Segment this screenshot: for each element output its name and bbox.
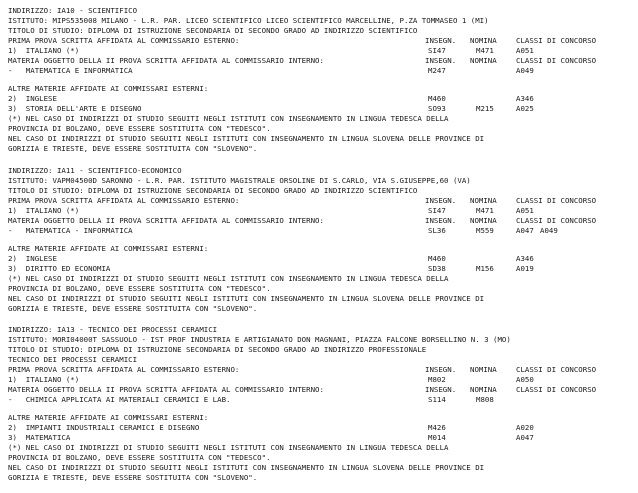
subject-label: 1) ITALIANO (*) [8,375,80,384]
footnote-line: PROVINCIA DI BOLZANO, DEVE ESSERE SOSTITUITA CON "TEDESCO". [8,453,271,462]
footnote-line: GORIZIA E TRIESTE, DEVE ESSERE SOSTITUITA CON "SLOVENO". [8,473,258,482]
altre-materie-label: ALTRE MATERIE AFFIDATE AI COMMISSARI ESTERNI: [8,84,209,93]
prima-prova-label: PRIMA PROVA SCRITTA AFFIDATA AL COMMISSARIO ESTERNO: [8,36,240,45]
classi-code: A020 [516,423,534,432]
footnote-line: GORIZIA E TRIESTE, DEVE ESSERE SOSTITUITA CON "SLOVENO". [8,304,258,313]
insegn-code: SI47 [428,46,446,55]
seconda-prova-label: MATERIA OGGETTO DELLA II PROVA SCRITTA AFFIDATA AL COMMISSARIO INTERNO: [8,56,324,65]
nomina-code: M559 [476,226,494,235]
titolo-line: TITOLO DI STUDIO: DIPLOMA DI ISTRUZIONE SECONDARIA DI SECONDO GRADO AD INDIRIZZO PROFESSIONALE [8,345,427,354]
classi-code: A050 [516,375,534,384]
insegn-header: INSEGN. [425,385,457,394]
nomina-header: NOMINA [470,56,497,65]
footnote-line: GORIZIA E TRIESTE, DEVE ESSERE SOSTITUITA CON "SLOVENO". [8,144,258,153]
istituto-line: ISTITUTO: MIPS535008 MILANO - L.R. PAR. LICEO SCIENTIFICO LICEO SCIENTIFICO MARCELLINE, P.ZA TOMMASEO 1 (MI) [8,16,489,25]
subject-label: - MATEMATICA E INFORMATICA [8,66,133,75]
footnote-line: (*) NEL CASO DI INDIRIZZI DI STUDIO SEGUITI NEGLI ISTITUTI CON INSEGNAMENTO IN LINGUA TEDESCA DELLA [8,443,449,452]
subject-label: - CHIMICA APPLICATA AI MATERIALI CERAMICI E LAB. [8,395,231,404]
classi-code: A025 [516,104,534,113]
titolo-line: TITOLO DI STUDIO: DIPLOMA DI ISTRUZIONE SECONDARIA DI SECONDO GRADO AD INDIRIZZO SCIENTIFICO [8,186,418,195]
footnote-line: (*) NEL CASO DI INDIRIZZI DI STUDIO SEGUITI NEGLI ISTITUTI CON INSEGNAMENTO IN LINGUA TEDESCA DELLA [8,274,449,283]
classi-code: A051 [516,206,534,215]
classi-header: CLASSI DI CONCORSO [516,365,597,374]
classi-code: A047 [516,433,534,442]
seconda-prova-label: MATERIA OGGETTO DELLA II PROVA SCRITTA AFFIDATA AL COMMISSARIO INTERNO: [8,385,324,394]
insegn-code: M247 [428,66,446,75]
classi-header: CLASSI DI CONCORSO [516,216,597,225]
subject-label: - MATEMATICA - INFORMATICA [8,226,133,235]
insegn-code: M802 [428,375,446,384]
subject-label: 2) INGLESE [8,94,57,103]
nomina-header: NOMINA [470,385,497,394]
nomina-header: NOMINA [470,36,497,45]
classi-code: A047 [516,226,534,235]
altre-materie-label: ALTRE MATERIE AFFIDATE AI COMMISSARI ESTERNI: [8,413,209,422]
insegn-header: INSEGN. [425,196,457,205]
nomina-code: M471 [476,206,494,215]
indirizzo-title: INDIRIZZO: IA10 - SCIENTIFICO [8,6,138,15]
insegn-code: M426 [428,423,446,432]
classi-code: A049 [516,66,534,75]
insegn-header: INSEGN. [425,216,457,225]
subject-label: 2) INGLESE [8,254,57,263]
insegn-code: S114 [428,395,446,404]
insegn-code: SD38 [428,264,446,273]
subject-label: 1) ITALIANO (*) [8,46,80,55]
nomina-header: NOMINA [470,365,497,374]
titolo-line: TITOLO DI STUDIO: DIPLOMA DI ISTRUZIONE SECONDARIA DI SECONDO GRADO AD INDIRIZZO SCIENTIFICO [8,26,418,35]
nomina-code: M471 [476,46,494,55]
subject-label: 2) IMPIANTI INDUSTRIALI CERAMICI E DISEGNO [8,423,200,432]
insegn-header: INSEGN. [425,56,457,65]
subject-label: 3) DIRITTO ED ECONOMIA [8,264,111,273]
subject-label: 3) MATEMATICA [8,433,71,442]
indirizzo-title: INDIRIZZO: IA13 - TECNICO DEI PROCESSI CERAMICI [8,325,218,334]
classi-header: CLASSI DI CONCORSO [516,385,597,394]
insegn-code: SO93 [428,104,446,113]
insegn-code: M014 [428,433,446,442]
prima-prova-label: PRIMA PROVA SCRITTA AFFIDATA AL COMMISSARIO ESTERNO: [8,196,240,205]
classi-code: A051 [516,46,534,55]
prima-prova-label: PRIMA PROVA SCRITTA AFFIDATA AL COMMISSARIO ESTERNO: [8,365,240,374]
istituto-line: ISTITUTO: MORI04000T SASSUOLO - IST PROF INDUSTRIA E ARTIGIANATO DON MAGNANI, PIAZZA FALCONE BORSELLINO N. 3 (MO) [8,335,511,344]
istituto-line: ISTITUTO: VAPM04500D SARONNO - L.R. PAR. ISTITUTO MAGISTRALE ORSOLINE DI S.CARLO, VIA S.GIUSEPPE,60 (VA) [8,176,471,185]
classi-code-extra: A049 [540,226,558,235]
insegn-code: SL36 [428,226,446,235]
insegn-header: INSEGN. [425,36,457,45]
classi-header: CLASSI DI CONCORSO [516,56,597,65]
footnote-line: NEL CASO DI INDIRIZZI DI STUDIO SEGUITI NEGLI ISTITUTI CON INSEGNAMENTO IN LINGUA SLOVENA DELLE PROVINCE DI [8,294,485,303]
seconda-prova-label: MATERIA OGGETTO DELLA II PROVA SCRITTA AFFIDATA AL COMMISSARIO INTERNO: [8,216,324,225]
classi-code: A346 [516,254,534,263]
insegn-code: M460 [428,254,446,263]
altre-materie-label: ALTRE MATERIE AFFIDATE AI COMMISSARI ESTERNI: [8,244,209,253]
footnote-line: NEL CASO DI INDIRIZZI DI STUDIO SEGUITI NEGLI ISTITUTI CON INSEGNAMENTO IN LINGUA SLOVENA DELLE PROVINCE DI [8,134,485,143]
classi-code: A019 [516,264,534,273]
footnote-line: PROVINCIA DI BOLZANO, DEVE ESSERE SOSTITUITA CON "TEDESCO". [8,124,271,133]
subject-label: 1) ITALIANO (*) [8,206,80,215]
nomina-code: M808 [476,395,494,404]
classi-code: A346 [516,94,534,103]
classi-header: CLASSI DI CONCORSO [516,36,597,45]
footnote-line: (*) NEL CASO DI INDIRIZZI DI STUDIO SEGUITI NEGLI ISTITUTI CON INSEGNAMENTO IN LINGUA TEDESCA DELLA [8,114,449,123]
nomina-header: NOMINA [470,216,497,225]
indirizzo-title: INDIRIZZO: IA11 - SCIENTIFICO-ECONOMICO [8,166,182,175]
classi-header: CLASSI DI CONCORSO [516,196,597,205]
subject-label: 3) STORIA DELL'ARTE E DISEGNO [8,104,142,113]
nomina-code: M215 [476,104,494,113]
insegn-header: INSEGN. [425,365,457,374]
titolo-continuation: TECNICO DEI PROCESSI CERAMICI [8,355,138,364]
insegn-code: SI47 [428,206,446,215]
nomina-header: NOMINA [470,196,497,205]
nomina-code: M156 [476,264,494,273]
footnote-line: PROVINCIA DI BOLZANO, DEVE ESSERE SOSTITUITA CON "TEDESCO". [8,284,271,293]
footnote-line: NEL CASO DI INDIRIZZI DI STUDIO SEGUITI NEGLI ISTITUTI CON INSEGNAMENTO IN LINGUA SLOVENA DELLE PROVINCE DI [8,463,485,472]
insegn-code: M460 [428,94,446,103]
